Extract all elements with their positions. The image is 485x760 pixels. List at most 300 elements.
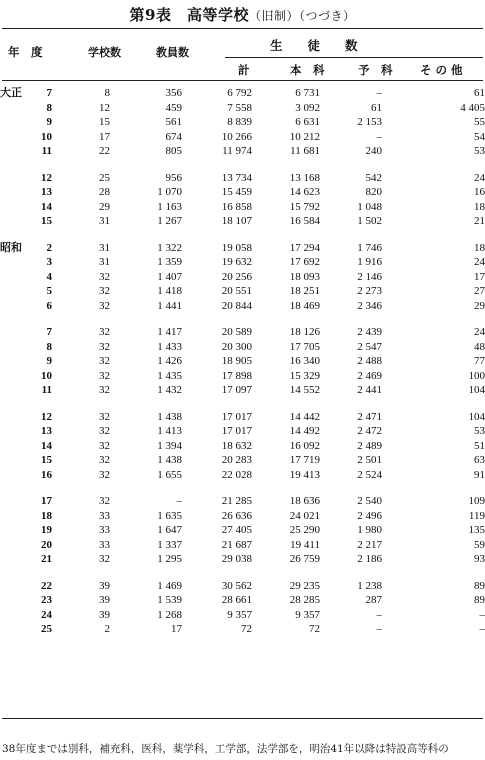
main-cell: 10 212 [289, 130, 320, 143]
teachers-cell: 1 322 [157, 241, 182, 254]
main-cell: 14 623 [289, 186, 320, 198]
main-cell: 19 411 [290, 538, 320, 551]
other-cell: 104 [468, 410, 485, 423]
main-cell: 24 021 [289, 509, 320, 522]
other-cell: 48 [474, 340, 485, 353]
spacer-cell [0, 229, 485, 241]
schools-cell: 2 [104, 623, 110, 635]
spacer-cell [0, 313, 485, 325]
other-cell: 53 [474, 145, 485, 157]
prep-cell: 2 186 [357, 553, 382, 565]
schools-cell: 32 [99, 270, 110, 283]
schools-cell: 17 [99, 130, 110, 143]
other-cell: 21 [474, 215, 485, 227]
teachers-cell: 956 [165, 171, 182, 184]
prep-cell: 2 547 [357, 340, 382, 353]
teachers-cell: 356 [165, 87, 182, 99]
table-row [0, 494, 485, 509]
prep-cell: 2 441 [357, 384, 382, 396]
other-cell: 77 [474, 355, 485, 367]
era-cell [0, 383, 30, 398]
prep-cell: 2 217 [357, 538, 382, 551]
schools-cell: 33 [99, 509, 110, 522]
prep-cell: 2 273 [357, 285, 382, 297]
teachers-cell: 1 433 [157, 340, 182, 353]
header-main: 本 科 [290, 63, 325, 77]
year-cell: 6 [46, 299, 52, 312]
prep-cell: – [376, 130, 382, 143]
year-cell: 23 [41, 594, 52, 606]
other-cell: – [479, 608, 485, 621]
table-row [0, 622, 485, 637]
teachers-cell: – [176, 495, 182, 507]
teachers-cell: 1 413 [157, 425, 182, 437]
table-row [0, 171, 485, 186]
teachers-cell: 1 417 [157, 326, 182, 338]
other-cell: 93 [474, 553, 485, 565]
title-main: 第9表 高等学校 [129, 6, 249, 24]
teachers-cell: 1 647 [157, 524, 182, 536]
group-spacer [0, 313, 485, 325]
table-row [0, 101, 485, 116]
schools-cell: 31 [99, 256, 110, 268]
total-cell: 21 687 [221, 538, 252, 551]
total-cell: 20 283 [221, 454, 252, 466]
era-cell [0, 593, 30, 608]
data-table-body [0, 86, 485, 637]
era-cell [0, 608, 30, 623]
main-cell: 6 731 [295, 87, 320, 99]
schools-cell: 22 [99, 145, 110, 157]
header-other: そ の 他 [420, 63, 463, 77]
students-subrule [225, 57, 483, 58]
prep-cell: 2 153 [357, 116, 382, 128]
group-spacer [0, 398, 485, 410]
schools-cell: 32 [99, 454, 110, 466]
total-cell: 19 632 [221, 256, 252, 268]
schools-cell: 31 [99, 241, 110, 254]
schools-cell: 31 [99, 215, 110, 227]
main-cell: 3 092 [295, 101, 320, 114]
schools-cell: 32 [99, 299, 110, 312]
schools-cell: 32 [99, 326, 110, 338]
era-cell [0, 200, 30, 215]
year-cell: 9 [46, 116, 52, 128]
prep-cell: 2 524 [357, 468, 382, 481]
total-cell: 6 792 [227, 87, 252, 99]
schools-cell: 32 [99, 384, 110, 396]
spacer-cell [0, 567, 485, 579]
schools-cell: 33 [99, 538, 110, 551]
main-cell: 28 285 [289, 594, 320, 606]
teachers-cell: 1 295 [157, 553, 182, 565]
teachers-cell: 459 [165, 101, 182, 114]
prep-cell: 542 [365, 171, 382, 184]
era-cell [0, 579, 30, 594]
main-cell: 6 631 [295, 116, 320, 128]
teachers-cell: 1 359 [157, 256, 182, 268]
total-cell: 13 734 [221, 171, 252, 184]
era-cell [0, 538, 30, 553]
table-row [0, 593, 485, 608]
era-cell [0, 369, 30, 384]
year-cell: 11 [41, 384, 52, 396]
total-cell: 20 551 [221, 285, 252, 297]
era-cell [0, 284, 30, 299]
group-spacer [0, 567, 485, 579]
other-cell: 18 [474, 241, 485, 254]
year-cell: 7 [46, 326, 52, 338]
other-cell: 24 [474, 326, 485, 338]
title-sub: （旧制）（つづき） [248, 9, 356, 23]
era-cell [0, 494, 30, 509]
total-cell: 9 357 [227, 608, 252, 621]
schools-cell: 39 [99, 608, 110, 621]
total-cell: 17 898 [221, 369, 252, 382]
era-cell [0, 214, 30, 229]
schools-cell: 28 [99, 186, 110, 198]
total-cell: 18 905 [221, 355, 252, 367]
table-row [0, 424, 485, 439]
header-schools: 学校数 [88, 46, 121, 59]
schools-cell: 39 [99, 594, 110, 606]
main-cell: 18 636 [289, 495, 320, 507]
total-cell: 15 459 [221, 186, 252, 198]
table-row [0, 115, 485, 130]
era-cell [0, 185, 30, 200]
main-cell: 16 340 [289, 355, 320, 367]
schools-cell: 29 [99, 200, 110, 213]
data-table [0, 86, 485, 637]
year-cell: 9 [46, 355, 52, 367]
prep-cell: – [376, 623, 382, 635]
era-cell: 大正 [0, 87, 22, 99]
prep-cell: 2 146 [357, 270, 382, 283]
year-cell: 22 [41, 579, 52, 592]
main-cell: 17 294 [289, 241, 320, 254]
main-cell: 14 492 [289, 425, 320, 437]
teachers-cell: 1 432 [157, 384, 182, 396]
teachers-cell: 1 394 [157, 439, 182, 452]
year-cell: 10 [41, 369, 52, 382]
header-bottom-rule [2, 80, 483, 81]
table-row [0, 255, 485, 270]
teachers-cell: 1 635 [157, 509, 182, 522]
schools-cell: 32 [99, 495, 110, 507]
year-cell: 13 [41, 425, 52, 437]
table-row [0, 579, 485, 594]
main-cell: 11 681 [290, 145, 320, 157]
header-year: 年 度 [8, 45, 43, 59]
prep-cell: 1 238 [357, 579, 382, 592]
other-cell: 54 [474, 130, 485, 143]
year-cell: 8 [46, 101, 52, 114]
era-cell [0, 622, 30, 637]
prep-cell: 2 489 [357, 439, 382, 452]
main-cell: 19 413 [289, 468, 320, 481]
table-row [0, 453, 485, 468]
main-cell: 14 442 [289, 410, 320, 423]
prep-cell: 2 540 [357, 495, 382, 507]
other-cell: – [479, 623, 485, 635]
other-cell: 51 [474, 439, 485, 452]
other-cell: 29 [474, 299, 485, 312]
table-row [0, 468, 485, 483]
prep-cell: 1 980 [357, 524, 382, 536]
other-cell: 61 [474, 87, 485, 99]
total-cell: 30 562 [221, 579, 252, 592]
year-cell: 24 [41, 608, 52, 621]
era-cell [0, 144, 30, 159]
other-cell: 27 [474, 285, 485, 297]
header-prep: 予 科 [358, 63, 393, 77]
main-cell: 18 251 [289, 285, 320, 297]
prep-cell: 2 439 [357, 326, 382, 338]
schools-cell: 39 [99, 579, 110, 592]
schools-cell: 12 [99, 101, 110, 114]
group-spacer [0, 482, 485, 494]
main-cell: 16 092 [289, 439, 320, 452]
other-cell: 18 [474, 200, 485, 213]
table-row [0, 354, 485, 369]
total-cell: 16 858 [221, 200, 252, 213]
prep-cell: 2 472 [357, 425, 382, 437]
prep-cell: 2 471 [357, 410, 382, 423]
era-cell [0, 552, 30, 567]
prep-cell: – [376, 87, 382, 99]
other-cell: 24 [474, 256, 485, 268]
other-cell: 55 [474, 116, 485, 128]
main-cell: 18 469 [289, 299, 320, 312]
year-cell: 18 [41, 509, 52, 522]
table-row [0, 439, 485, 454]
schools-cell: 32 [99, 553, 110, 565]
schools-cell: 32 [99, 355, 110, 367]
year-cell: 5 [46, 285, 52, 297]
schools-cell: 32 [99, 369, 110, 382]
era-cell [0, 255, 30, 270]
table-row [0, 325, 485, 340]
header-students: 生 徒 数 [270, 38, 358, 53]
teachers-cell: 1 337 [157, 538, 182, 551]
total-cell: 22 028 [221, 468, 252, 481]
era-cell [0, 439, 30, 454]
era-cell [0, 130, 30, 145]
year-cell: 12 [41, 410, 52, 423]
teachers-cell: 1 268 [157, 608, 182, 621]
year-cell: 16 [41, 468, 52, 481]
main-cell: 26 759 [289, 553, 320, 565]
prep-cell: 2 496 [357, 509, 382, 522]
teachers-cell: 1 438 [157, 454, 182, 466]
year-cell: 17 [41, 495, 52, 507]
main-cell: 16 584 [289, 215, 320, 227]
other-cell: 104 [468, 384, 485, 396]
prep-cell: 820 [365, 186, 382, 198]
year-cell: 12 [41, 171, 52, 184]
schools-cell: 32 [99, 285, 110, 297]
year-cell: 10 [41, 130, 52, 143]
other-cell: 109 [468, 495, 485, 507]
main-cell: 18 126 [289, 326, 320, 338]
era-cell [0, 115, 30, 130]
other-cell: 91 [474, 468, 485, 481]
total-cell: 29 038 [221, 553, 252, 565]
main-cell: 25 290 [289, 524, 320, 536]
table-row [0, 284, 485, 299]
schools-cell: 32 [99, 439, 110, 452]
year-cell: 14 [41, 439, 52, 452]
table-row [0, 608, 485, 623]
teachers-cell: 1 426 [157, 355, 182, 367]
year-cell: 19 [41, 524, 52, 536]
spacer-cell [0, 159, 485, 171]
era-cell [0, 101, 30, 116]
total-cell: 20 256 [221, 270, 252, 283]
spacer-cell [0, 482, 485, 494]
prep-cell: – [376, 608, 382, 621]
table-row [0, 369, 485, 384]
prep-cell: 1 916 [357, 256, 382, 268]
footnote: 38年度までは別科，補充科，医科，薬学科，工学部，法学部を，明治41年以降は特設高等科の [2, 743, 449, 755]
year-cell: 4 [46, 270, 52, 283]
total-cell: 20 300 [221, 340, 252, 353]
schools-cell: 32 [99, 340, 110, 353]
table-row [0, 185, 485, 200]
total-cell: 11 974 [222, 145, 252, 157]
teachers-cell: 17 [171, 623, 182, 635]
total-cell: 17 017 [221, 425, 252, 437]
other-cell: 24 [474, 171, 485, 184]
schools-cell: 15 [99, 116, 110, 128]
schools-cell: 8 [104, 87, 110, 99]
prep-cell: 240 [365, 145, 382, 157]
main-cell: 13 168 [289, 171, 320, 184]
era-cell [0, 325, 30, 340]
bottom-rule [2, 718, 483, 719]
main-cell: 9 357 [295, 608, 320, 621]
header-total: 計 [238, 63, 250, 77]
other-cell: 16 [474, 186, 485, 198]
total-cell: 26 636 [221, 509, 252, 522]
era-cell [0, 354, 30, 369]
table-row [0, 509, 485, 524]
table-row [0, 200, 485, 215]
era-cell [0, 509, 30, 524]
schools-cell: 25 [99, 171, 110, 184]
table-row [0, 383, 485, 398]
prep-cell: 2 346 [357, 299, 382, 312]
header-teachers: 教員数 [156, 46, 189, 59]
teachers-cell: 1 267 [157, 215, 182, 227]
schools-cell: 33 [99, 524, 110, 536]
other-cell: 89 [474, 579, 485, 592]
era-cell [0, 340, 30, 355]
era-cell [0, 468, 30, 483]
group-spacer [0, 159, 485, 171]
teachers-cell: 1 070 [157, 186, 182, 198]
era-cell: 昭和 [0, 241, 22, 254]
total-cell: 8 839 [227, 116, 252, 128]
teachers-cell: 805 [165, 145, 182, 157]
teachers-cell: 1 407 [157, 270, 182, 283]
schools-cell: 32 [99, 425, 110, 437]
other-cell: 17 [474, 270, 485, 283]
era-cell [0, 523, 30, 538]
main-cell: 17 692 [289, 256, 320, 268]
year-cell: 20 [41, 538, 52, 551]
teachers-cell: 1 441 [157, 299, 182, 312]
other-cell: 4 405 [460, 101, 485, 114]
other-cell: 63 [474, 454, 485, 466]
year-cell: 7 [46, 87, 52, 99]
schools-cell: 32 [99, 410, 110, 423]
table-row [0, 523, 485, 538]
total-cell: 19 058 [221, 241, 252, 254]
main-cell: 29 235 [289, 579, 320, 592]
teachers-cell: 1 539 [157, 594, 182, 606]
main-cell: 14 552 [289, 384, 320, 396]
table-row [0, 552, 485, 567]
teachers-cell: 1 435 [157, 369, 182, 382]
era-cell [0, 424, 30, 439]
era-cell [0, 270, 30, 285]
table-row [0, 144, 485, 159]
total-cell: 72 [241, 623, 252, 635]
teachers-cell: 1 163 [157, 200, 182, 213]
year-cell: 15 [41, 215, 52, 227]
prep-cell: 1 048 [357, 200, 382, 213]
year-cell: 11 [41, 145, 52, 157]
total-cell: 21 285 [221, 495, 252, 507]
prep-cell: 2 501 [357, 454, 382, 466]
total-cell: 10 266 [221, 130, 252, 143]
year-cell: 2 [46, 241, 52, 254]
total-cell: 18 107 [221, 215, 252, 227]
year-cell: 8 [46, 340, 52, 353]
main-cell: 15 792 [289, 200, 320, 213]
other-cell: 89 [474, 594, 485, 606]
year-cell: 13 [41, 186, 52, 198]
table-row [0, 214, 485, 229]
main-cell: 17 719 [289, 454, 320, 466]
year-cell: 21 [41, 553, 52, 565]
other-cell: 100 [468, 369, 485, 382]
year-cell: 15 [41, 454, 52, 466]
other-cell: 53 [474, 425, 485, 437]
total-cell: 7 558 [227, 101, 252, 114]
year-cell: 3 [46, 256, 52, 268]
main-cell: 15 329 [289, 369, 320, 382]
table-row [0, 86, 485, 101]
table-row [0, 340, 485, 355]
table-row [0, 410, 485, 425]
teachers-cell: 1 655 [157, 468, 182, 481]
era-cell [0, 410, 30, 425]
era-cell [0, 453, 30, 468]
teachers-cell: 561 [165, 116, 182, 128]
teachers-cell: 1 469 [157, 579, 182, 592]
other-cell: 59 [474, 538, 485, 551]
table-row [0, 130, 485, 145]
table-row [0, 241, 485, 256]
total-cell: 17 017 [221, 410, 252, 423]
other-cell: 135 [468, 524, 485, 536]
main-cell: 17 705 [289, 340, 320, 353]
prep-cell: 287 [365, 594, 382, 606]
prep-cell: 2 469 [357, 369, 382, 382]
total-cell: 27 405 [221, 524, 252, 536]
